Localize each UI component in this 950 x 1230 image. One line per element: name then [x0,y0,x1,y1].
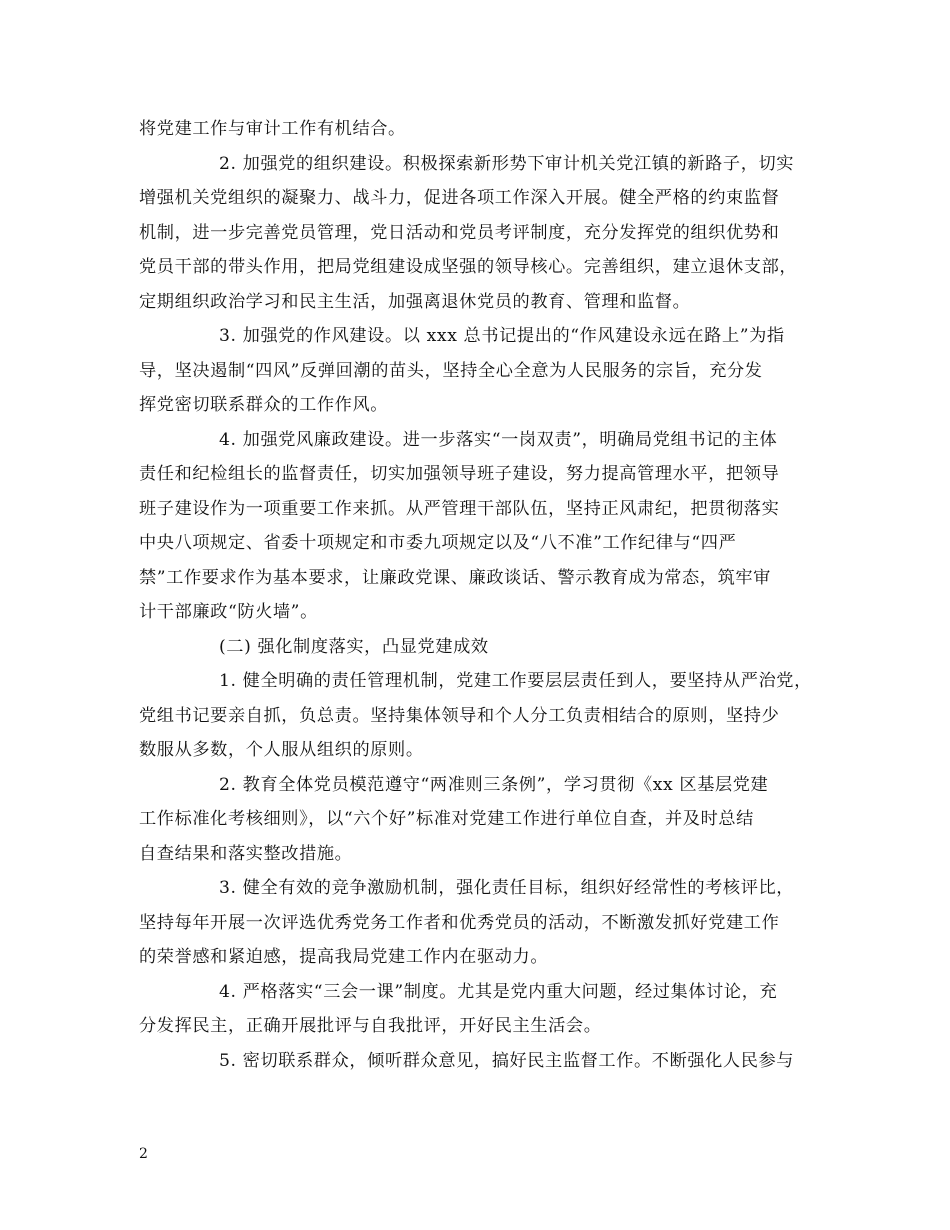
text-line: 5. 密切联系群众，倾听群众意见，搞好民主监督工作。不断强化人民参与 [219,1050,795,1071]
text-line: 班子建设作为一项重要工作来抓。从严管理干部队伍，坚持正风肃纪，把贯彻落实 [139,498,780,519]
text-line: 2. 教育全体党员模范遵守“两准则三条例”，学习贯彻《xx 区基层党建 [219,774,769,795]
text-line: 数服从多数，个人服从组织的原则。 [139,740,424,760]
text-line: 定期组织政治学习和民主生活，加强离退休党员的教育、管理和监督。 [139,291,691,312]
text-line: 中央八项规定、省委十项规定和市委九项规定以及“八不准”工作纪律与“四严 [139,533,737,553]
text-line: 自查结果和落实整改措施。 [139,843,353,864]
text-line: 1. 健全明确的责任管理机制，党建工作要层层责任到人，要坚持从严治党， [219,671,812,691]
text-line: 工作标准化考核细则》，以“六个好”标准对党建工作进行单位自查，并及时总结 [139,809,754,829]
text-line: 增强机关党组织的凝聚力、战斗力，促进各项工作深入开展。健全严格的约束监督 [139,188,780,208]
text-line: 责任和纪检组长的监督责任，切实加强领导班子建设，努力提高管理水平，把领导 [139,464,780,484]
text-line: 党组书记要亲自抓，负总责。坚持集体领导和个人分工负责相结合的原则，坚持少 [139,705,780,726]
text-line: 4. 严格落实“三会一课”制度。尤其是党内重大问题，经过集体讨论，充 [219,981,778,1002]
text-line: 3. 加强党的作风建设。以 xxx 总书记提出的“作风建设永远在路上”为指 [219,326,785,346]
text-line: 禁”工作要求作为基本要求，让廉政党课、廉政谈话、警示教育成为常态，筑牢审 [139,567,771,588]
text-line: 党员干部的带头作用，把局党组建设成坚强的领导核心。完善组织，建立退休支部， [139,257,798,277]
text-line: 2. 加强党的组织建设。积极探索新形势下审计机关党江镇的新路子，切实 [219,153,795,174]
text-line: 计干部廉政“防火墙”。 [139,602,318,622]
text-line: 坚持每年开展一次评选优秀党务工作者和优秀党员的活动，不断激发抓好党建工作 [139,912,780,933]
text-line: 4. 加强党风廉政建设。进一步落实“一岗双责”，明确局党组书记的主体 [219,429,778,450]
text-line: 导，坚决遏制“四风”反弹回潮的苗头，坚持全心全意为人民服务的宗旨，充分发 [139,360,763,381]
text-line: 机制，进一步完善党员管理，党日活动和党员考评制度，充分发挥党的组织优势和 [139,222,780,243]
page-number: 2 [139,1146,148,1162]
text-line: (二) 强化制度落实，凸显党建成效 [219,636,489,657]
text-line: 3. 健全有效的竞争激励机制，强化责任目标，组织好经常性的考核评比， [219,878,795,898]
text-line: 将党建工作与审计工作有机结合。 [139,119,406,139]
document-body [139,112,819,1078]
text-line: 分发挥民主，正确开展批评与自我批评，开好民主生活会。 [139,1016,602,1036]
text-line: 的荣誉感和紧迫感，提高我局党建工作内在驱动力。 [139,947,549,967]
text-line: 挥党密切联系群众的工作作风。 [139,395,389,415]
